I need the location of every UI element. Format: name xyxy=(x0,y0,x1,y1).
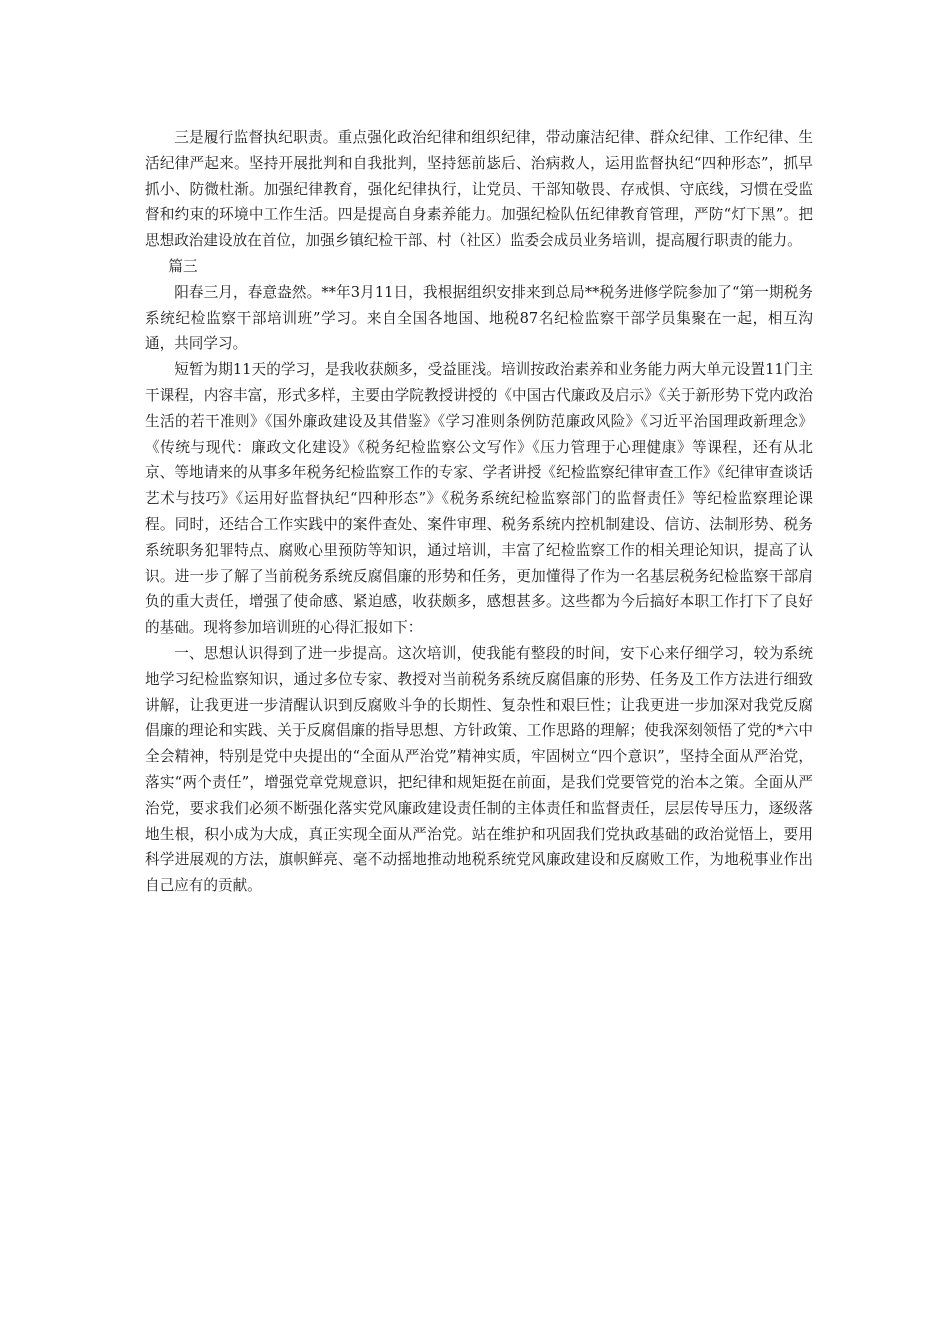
paragraph-training-intro: 阳春三月，春意盎然。**年3月11日，我根据组织安排来到总局**税务进修学院参加了“第一期税务系统纪检监察干部培训班”学习。来自全国各地国、地税87名纪检监察干部学员集聚在一起，相互沟通，共同学习。 xyxy=(145,283,813,353)
paragraph-supervision-duty: 三是履行监督执纪职责。重点强化政治纪律和组织纪律，带动廉洁纪律、群众纪律、工作纪律、生活纪律严起来。坚持开展批判和自我批判，坚持惩前毖后、治病救人，运用监督执纪“四种形态”，抓早抓小、防微杜渐。加强纪律教育，强化纪律执行，让党员、干部知敬畏、存戒惧、守底线，习惯在受监督和约束的环境中工作生活。四是提高自身素养能力。加强纪检队伍纪律教育管理，严防“灯下黑”。把思想政治建设放在首位，加强乡镇纪检干部、村（社区）监委会成员业务培训，提高履行职责的能力。 xyxy=(145,129,813,250)
section-heading-part-three: 篇三 xyxy=(168,257,198,275)
paragraph-ideological-awareness: 一、思想认识得到了进一步提高。这次培训，使我能有整段的时间，安下心来仔细学习，较为系统地学习纪检监察知识，通过多位专家、教授对当前税务系统反腐倡廉的形势、任务及工作方法进行细致讲解，让我更进一步清醒认识到反腐败斗争的长期性、复杂性和艰巨性；让我更进一步加深对我党反腐倡廉的理论和实践、关于反腐倡廉的指导思想、方针政策、工作思路的理解；使我深刻领悟了党的*六中全会精神，特别是党中央提出的“全面从严治党”精神实质，牢固树立“四个意识”，坚持全面从严治党，落实“两个责任”，增强党章党规意识，把纪律和规矩挺在前面，是我们党要管党的治本之策。全面从严治党，要求我们必须不断强化落实党风廉政建设责任制的主体责任和监督责任，层层传导压力，逐级落地生根，积小成为大成，真正实现全面从严治党。站在维护和巩固我们党执政基础的政治觉悟上，要用科学进展观的方法，旗帜鲜亮、毫不动摇地推动地税系统党风廉政建设和反腐败工作，为地税事业作出自己应有的贡献。 xyxy=(145,644,813,895)
document-body xyxy=(145,125,813,899)
paragraph-training-courses: 短暂为期11天的学习，是我收获颇多，受益匪浅。培训按政治素养和业务能力两大单元设置11门主干课程，内容丰富，形式多样，主要由学院教授讲授的《中国古代廉政及启示》《关于新形势下党内政治生活的若干准则》《国外廉政建设及其借鉴》《学习准则条例防范廉政风险》《习近平治国理政新理念》《传统与现代：廉政文化建设》《税务纪检监察公文写作》《压力管理于心理健康》等课程，还有从北京、等地请来的从事多年税务纪检监察工作的专家、学者讲授《纪检监察纪律审查工作》《纪律审查谈话艺术与技巧》《运用好监督执纪“四种形态”》《税务系统纪检监察部门的监督责任》等纪检监察理论课程。同时，还结合工作实践中的案件查处、案件审理、税务系统内控机制建设、信访、法制形势、税务系统职务犯罪特点、腐败心里预防等知识，通过培训，丰富了纪检监察工作的相关理论知识，提高了认识。进一步了解了当前税务系统反腐倡廉的形势和任务，更加懂得了作为一名基层税务纪检监察干部肩负的重大责任，增强了使命感、紧迫感，收获颇多，感想甚多。这些都为今后搞好本职工作打下了良好的基础。现将参加培训班的心得汇报如下： xyxy=(145,361,813,637)
